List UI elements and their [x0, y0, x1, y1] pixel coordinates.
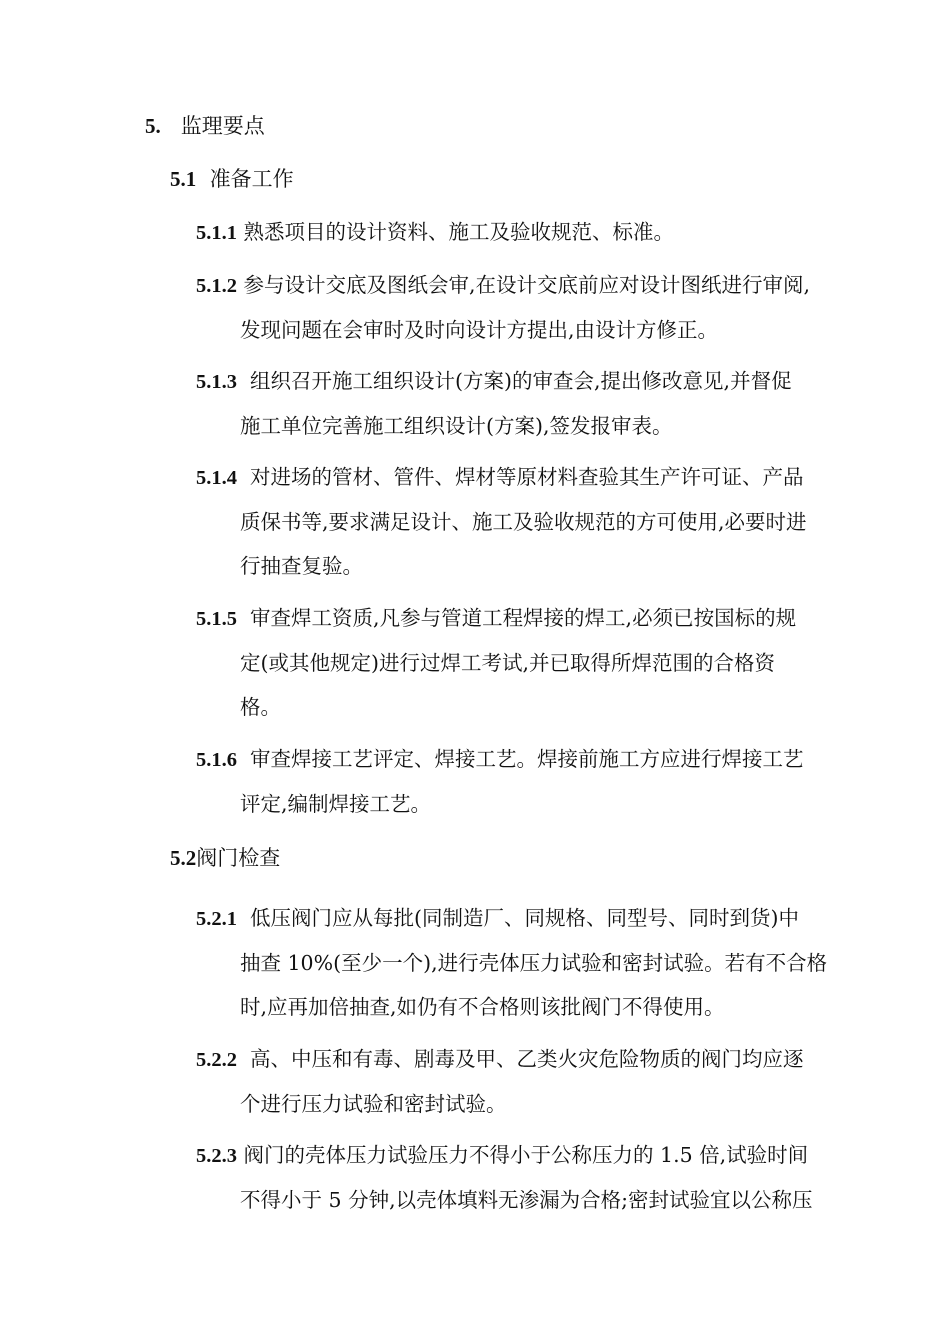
clause-text: 行抽查复验。	[240, 554, 363, 578]
clause-number: 5.2.3	[196, 1145, 237, 1167]
clause-text: 发现问题在会审时及时向设计方提出,由设计方修正。	[240, 318, 719, 342]
clause-number: 5.1.3	[196, 371, 237, 393]
clause-5-1-6	[196, 737, 866, 826]
clause-5-2-2	[196, 1037, 866, 1126]
subsection-title: 准备工作	[209, 167, 294, 191]
clause-5-1-5	[196, 596, 866, 729]
clause-text: 审查焊工资质,凡参与管道工程焊接的焊工,必须已按国标的规	[250, 606, 797, 630]
clause-text: 熟悉项目的设计资料、施工及验收规范、标准。	[243, 220, 675, 244]
clause-text: 阀门的壳体压力试验压力不得小于公称压力的 1.5 倍,试验时间	[243, 1143, 809, 1167]
subsection-heading-5-2	[170, 844, 280, 872]
clause-text: 高、中压和有毒、剧毒及甲、乙类火灾危险物质的阀门均应逐	[250, 1047, 804, 1071]
clause-number: 5.2.2	[196, 1049, 237, 1071]
clause-number: 5.1.5	[196, 608, 237, 630]
subsection-heading-5-1	[170, 165, 294, 193]
clause-text: 格。	[240, 695, 281, 719]
clause-number: 5.1.2	[196, 275, 237, 297]
clause-5-1-3	[196, 359, 866, 448]
clause-5-1-2	[196, 263, 866, 352]
clause-text: 抽查 10%(至少一个),进行壳体压力试验和密封试验。若有不合格	[240, 951, 828, 975]
clause-text: 评定,编制焊接工艺。	[240, 792, 432, 816]
clause-text: 定(或其他规定)进行过焊工考试,并已取得所焊范围的合格资	[240, 651, 776, 675]
clause-5-2-3	[196, 1133, 866, 1222]
clause-text: 低压阀门应从每批(同制造厂、同规格、同型号、同时到货)中	[250, 906, 800, 930]
clause-text: 个进行压力试验和密封试验。	[240, 1092, 507, 1116]
clause-text: 时,应再加倍抽查,如仍有不合格则该批阀门不得使用。	[240, 995, 725, 1019]
clause-5-1-4	[196, 455, 866, 588]
clause-5-1-1	[196, 210, 866, 255]
subsection-number: 5.2	[170, 846, 197, 870]
subsection-number: 5.1	[170, 167, 197, 191]
section-number: 5.	[145, 114, 161, 138]
subsection-title: 阀门检查	[196, 846, 281, 870]
clause-text: 施工单位完善施工组织设计(方案),签发报审表。	[240, 414, 673, 438]
clause-text: 参与设计交底及图纸会审,在设计交底前应对设计图纸进行审阅,	[243, 273, 811, 297]
clause-number: 5.1.6	[196, 749, 237, 771]
clause-5-2-1	[196, 896, 866, 1029]
clause-text: 组织召开施工组织设计(方案)的审查会,提出修改意见,并督促	[250, 369, 792, 393]
clause-number: 5.2.1	[196, 908, 237, 930]
clause-text: 质保书等,要求满足设计、施工及验收规范的方可使用,必要时进	[240, 510, 807, 534]
clause-number: 5.1.4	[196, 467, 237, 489]
clause-number: 5.1.1	[196, 222, 237, 244]
clause-text: 对进场的管材、管件、焊材等原材料查验其生产许可证、产品	[250, 465, 804, 489]
section-title: 监理要点	[180, 114, 265, 138]
section-heading	[145, 112, 265, 140]
clause-text: 不得小于 5 分钟,以壳体填料无渗漏为合格;密封试验宜以公称压	[240, 1188, 813, 1212]
clause-text: 审查焊接工艺评定、焊接工艺。焊接前施工方应进行焊接工艺	[250, 747, 804, 771]
